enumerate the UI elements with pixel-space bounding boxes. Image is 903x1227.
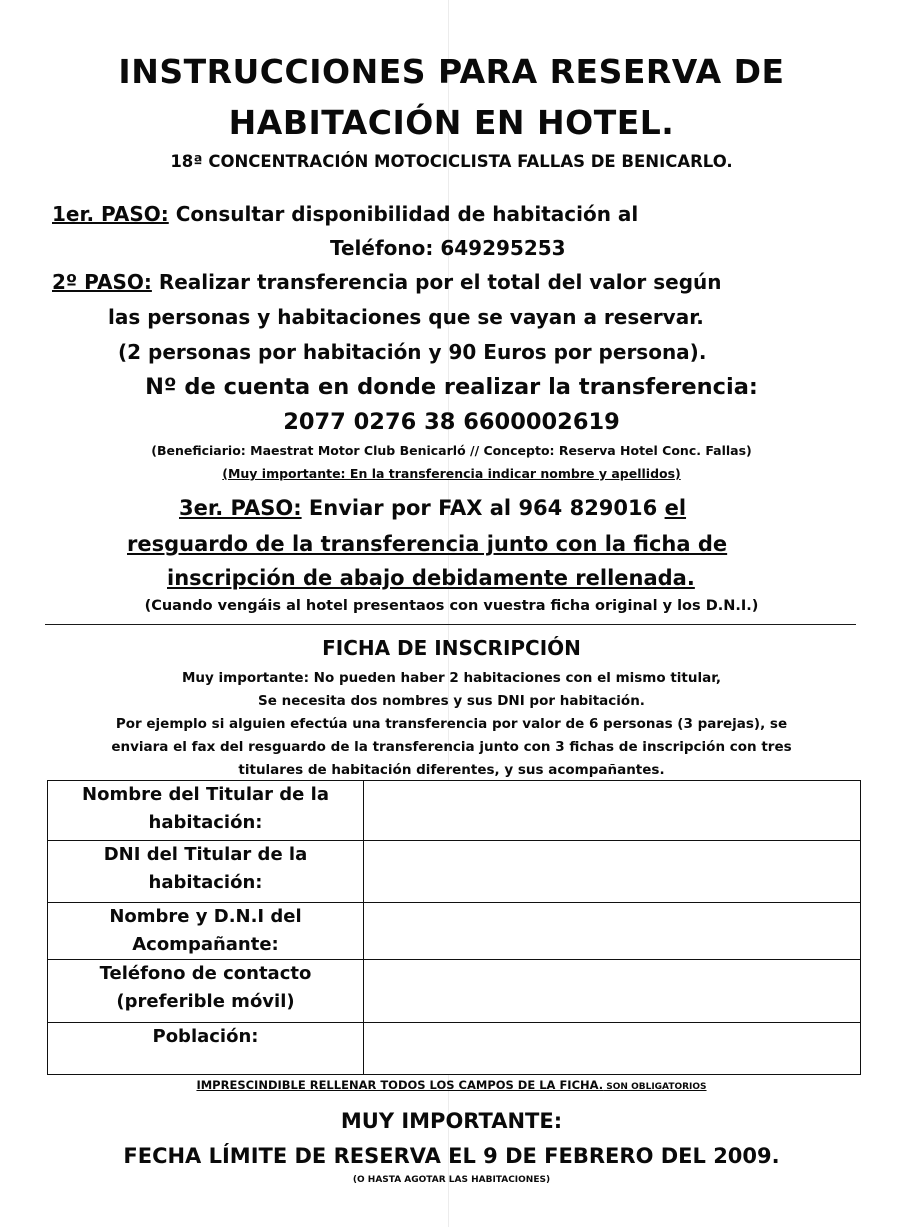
step-1-label: 1er. PASO: xyxy=(52,202,169,226)
step-3-line-3: inscripción de abajo debidamente rellenada. xyxy=(167,566,695,590)
footer-important-heading: MUY IMPORTANTE: xyxy=(340,1109,563,1133)
account-label: Nº de cuenta en donde realizar la transferencia: xyxy=(145,374,758,400)
section-divider xyxy=(45,624,856,625)
form-row-phone xyxy=(48,960,861,1023)
hotel-arrival-note: (Cuando vengáis al hotel presentaos con vuestra ficha original y los D.N.I.) xyxy=(144,598,759,614)
beneficiary-note: (Beneficiario: Maestrat Motor Club Benicarló // Concepto: Reserva Hotel Conc. Fallas) xyxy=(151,443,752,458)
deadline-text: FECHA LÍMITE DE RESERVA EL 9 DE FEBRERO DEL 2009. xyxy=(123,1144,780,1168)
form-label-line: habitación: xyxy=(148,872,263,893)
form-label-companion xyxy=(48,903,364,960)
form-note-2: Se necesita dos nombres y sus DNI por habitación. xyxy=(258,693,645,709)
step-1-text: Consultar disponibilidad de habitación al xyxy=(168,202,639,226)
form-label-titular-name xyxy=(48,781,364,841)
registration-form-table xyxy=(47,780,861,1075)
step-2-text: Realizar transferencia por el total del valor según xyxy=(151,270,722,294)
title-line-2: HABITACIÓN EN HOTEL. xyxy=(228,103,675,142)
town-field[interactable] xyxy=(364,1023,861,1075)
form-label-line: Nombre y D.N.I del xyxy=(109,906,302,927)
form-label-titular-dni xyxy=(48,841,364,903)
event-subtitle: 18ª CONCENTRACIÓN MOTOCICLISTA FALLAS DE BENICARLO. xyxy=(170,152,733,171)
account-number: 2077 0276 38 6600002619 xyxy=(283,409,620,435)
companion-field[interactable] xyxy=(364,903,861,960)
required-fields-note xyxy=(0,1078,903,1092)
mandatory-text: SON OBLIGATORIOS xyxy=(603,1082,707,1092)
title-line-1: INSTRUCCIONES PARA RESERVA DE xyxy=(118,52,785,91)
form-label-line: (preferible móvil) xyxy=(116,991,295,1012)
form-note-1: Muy importante: No pueden haber 2 habitaciones con el mismo titular, xyxy=(181,670,722,686)
form-row-titular-dni xyxy=(48,841,861,903)
form-note-4: enviara el fax del resguardo de la transferencia junto con 3 fichas de inscripción con tres xyxy=(111,739,792,755)
step-3-line-2: resguardo de la transferencia junto con la ficha de xyxy=(127,532,728,556)
step-1-phone: Teléfono: 649295253 xyxy=(330,236,566,260)
step-2-line-2: las personas y habitaciones que se vayan a reservar. xyxy=(108,305,704,329)
form-label-line: Población: xyxy=(152,1026,259,1047)
titular-dni-field[interactable] xyxy=(364,841,861,903)
form-title: FICHA DE INSCRIPCIÓN xyxy=(322,636,581,660)
form-row-titular-name xyxy=(48,781,861,841)
step-1 xyxy=(52,202,638,226)
step-3-label: 3er. PASO: xyxy=(179,496,302,520)
form-note-3: Por ejemplo si alguien efectúa una transferencia por valor de 6 personas (3 parejas), se xyxy=(115,716,788,732)
required-fields-text: IMPRESCINDIBLE RELLENAR TODOS LOS CAMPOS DE LA FICHA. xyxy=(196,1078,604,1092)
form-label-line: DNI del Titular de la xyxy=(103,844,308,865)
step-3 xyxy=(179,496,686,520)
form-row-companion xyxy=(48,903,861,960)
step-2-line-3: (2 personas por habitación y 90 Euros por persona). xyxy=(118,340,707,364)
form-label-line: habitación: xyxy=(148,812,263,833)
form-label-phone xyxy=(48,960,364,1023)
form-label-line: Acompañante: xyxy=(132,934,279,955)
form-label-line: Nombre del Titular de la xyxy=(82,784,329,805)
form-label-town xyxy=(48,1023,364,1075)
phone-field[interactable] xyxy=(364,960,861,1023)
availability-note: (O HASTA AGOTAR LAS HABITACIONES) xyxy=(352,1175,551,1185)
step-2 xyxy=(52,270,722,294)
form-row-town xyxy=(48,1023,861,1075)
step-3-text-underlined: el xyxy=(664,496,687,520)
step-2-label: 2º PASO: xyxy=(52,270,152,294)
titular-name-field[interactable] xyxy=(364,781,861,841)
form-label-line: Teléfono de contacto xyxy=(99,963,312,984)
transfer-important-note: (Muy importante: En la transferencia indicar nombre y apellidos) xyxy=(222,466,681,481)
step-3-text: Enviar por FAX al 964 829016 xyxy=(301,496,665,520)
form-note-5: titulares de habitación diferentes, y sus acompañantes. xyxy=(238,762,665,778)
